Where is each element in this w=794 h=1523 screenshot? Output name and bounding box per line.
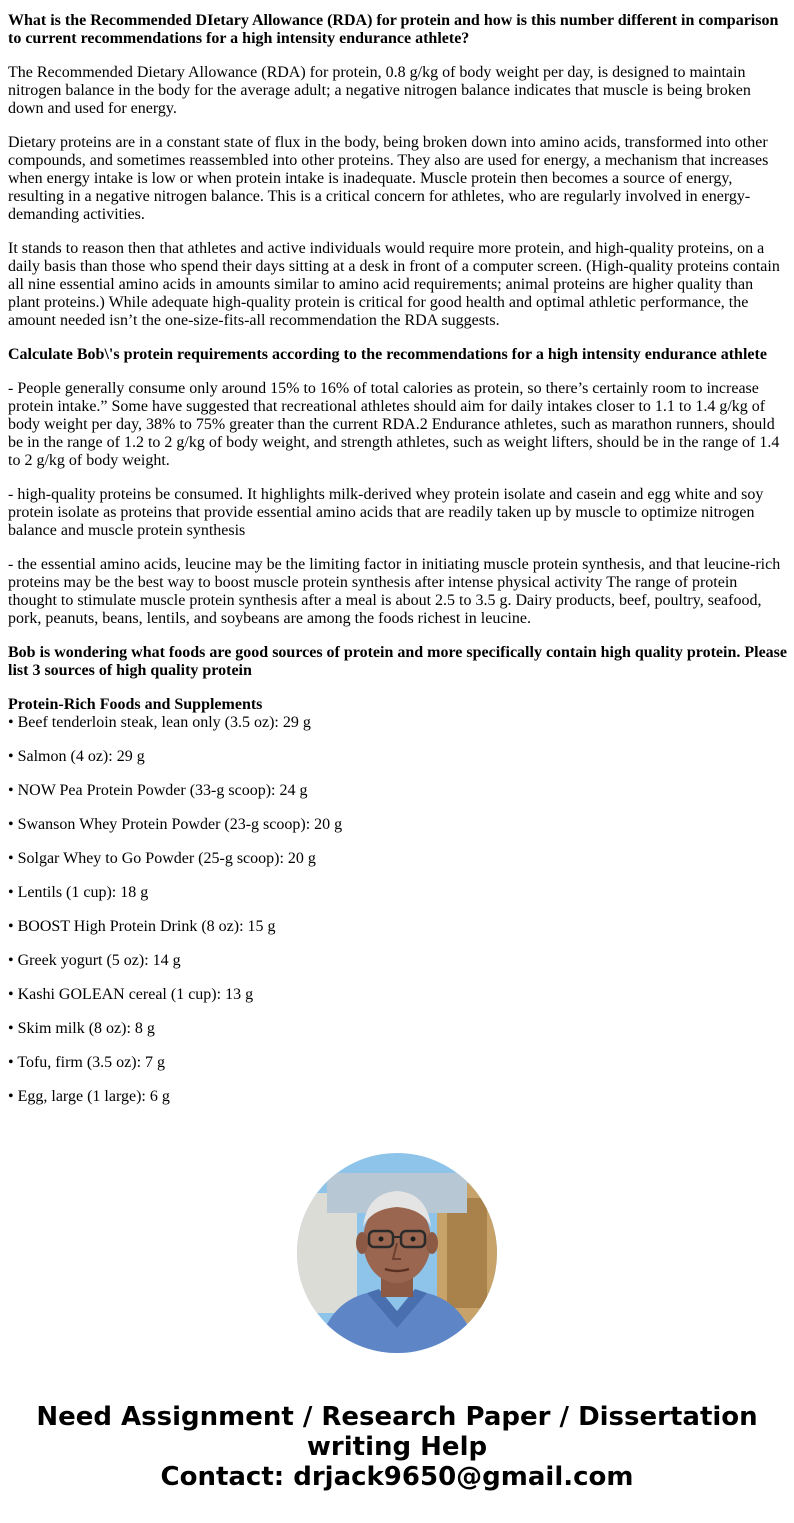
food-item: • Beef tenderloin steak, lean only (3.5 oz): 29 g: [8, 714, 311, 731]
foods-list: [8, 714, 788, 1106]
question-rda: What is the Recommended DIetary Allowance (RDA) for protein and how is this number different in comparison to current recommendations for a high intensity endurance athlete?: [8, 12, 779, 47]
contact-footer: [0, 1402, 794, 1492]
bullet-high-quality: - high-quality proteins be consumed. It highlights milk-derived whey protein isolate and casein and egg white and soy protein isolate as proteins that provide essential amino acids that are readily taken up by muscle to optimize nitrogen balance and muscle protein synthesis: [8, 486, 764, 539]
article: [8, 12, 788, 1122]
food-item: • Greek yogurt (5 oz): 14 g: [8, 952, 181, 969]
bullet-leucine: - the essential amino acids, leucine may be the limiting factor in initiating muscle protein synthesis, and that leucine-rich proteins may be the best way to boost muscle protein synthesis after intense physical activity The range of protein thought to stimulate muscle protein synthesis after a meal is about 2.5 to 3.5 g. Dairy products, beef, poultry, seafood, pork, peanuts, beans, lentils, and soybeans are among the foods richest in leucine.: [8, 556, 781, 627]
question-foods: Bob is wondering what foods are good sources of protein and more specifically contain high quality protein. Please list 3 sources of high quality protein: [8, 644, 788, 679]
food-item: • Tofu, firm (3.5 oz): 7 g: [8, 1054, 166, 1071]
paragraph-dietary-proteins: Dietary proteins are in a constant state of flux in the body, being broken down into amino acids, transformed into other compounds, and sometimes reassembled into other proteins. They also are used for energy, a mechanism that increases when energy intake is low or when protein intake is inadequate. Muscle protein then becomes a source of energy, resulting in a negative nitrogen balance. This is a critical concern for athletes, who are regularly involved in energy-demanding activities.: [8, 134, 769, 223]
paragraph-rda: The Recommended Dietary Allowance (RDA) for protein, 0.8 g/kg of body weight per day, is designed to maintain nitrogen balance in the body for the average adult; a negative nitrogen balance indicates that muscle is being broken down and used for energy.: [8, 64, 751, 117]
food-item: • Salmon (4 oz): 29 g: [8, 748, 145, 765]
food-item: • Kashi GOLEAN cereal (1 cup): 13 g: [8, 986, 254, 1003]
paragraph-athletes: It stands to reason then that athletes and active individuals would require more protein, and high-quality proteins, on a daily basis than those who spend their days sitting at a desk in front of a computer screen. (High-quality proteins contain all nine essential amino acids in amounts similar to amino acid requirements; animal proteins are higher quality than plant proteins.) While adequate high-quality protein is critical for good health and optimal athletic performance, the amount needed isn’t the one-size-fits-all recommendation the RDA suggests.: [8, 240, 780, 329]
food-item: • Swanson Whey Protein Powder (23-g scoop): 20 g: [8, 816, 343, 833]
question-calculate: Calculate Bob\'s protein requirements according to the recommendations for a high intensity endurance athlete: [8, 346, 767, 363]
footer-line-2: writing Help: [306, 1432, 488, 1462]
food-item: • Lentils (1 cup): 18 g: [8, 884, 149, 901]
food-item: • Skim milk (8 oz): 8 g: [8, 1020, 155, 1037]
footer-line-1: Need Assignment / Research Paper / Dissertation: [36, 1402, 758, 1432]
footer-contact: Contact: drjack9650@gmail.com: [160, 1462, 634, 1492]
food-item: • NOW Pea Protein Powder (33-g scoop): 24 g: [8, 782, 308, 799]
food-item: • Solgar Whey to Go Powder (25-g scoop): 20 g: [8, 850, 316, 867]
foods-heading: Protein-Rich Foods and Supplements: [8, 696, 263, 713]
author-photo: [297, 1153, 497, 1353]
food-item: • Egg, large (1 large): 6 g: [8, 1088, 170, 1105]
author-avatar: [297, 1153, 497, 1353]
food-item: • BOOST High Protein Drink (8 oz): 15 g: [8, 918, 276, 935]
bullet-protein-intake: - People generally consume only around 15% to 16% of total calories as protein, so there’s certainly room to increase protein intake.” Some have suggested that recreational athletes should aim for daily intakes closer to 1.1 to 1.4 g/kg of body weight per day, 38% to 75% greater than the current RDA.2 Endurance athletes, such as marathon runners, should be in the range of 1.2 to 2 g/kg of body weight, and strength athletes, such as weight lifters, should be in the range of 1.4 to 2 g/kg of body weight.: [8, 380, 780, 469]
